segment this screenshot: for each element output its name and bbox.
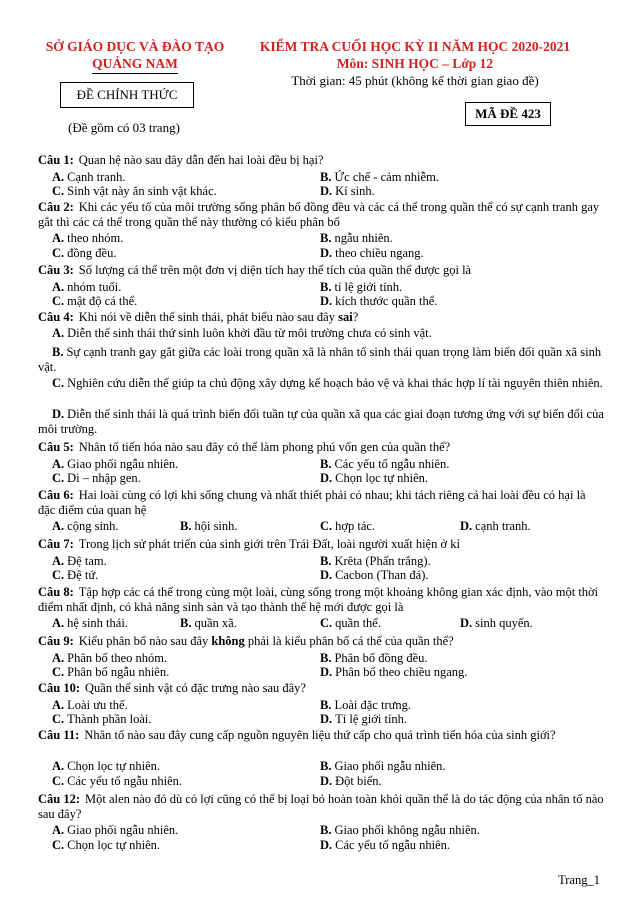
answer-option — [320, 568, 429, 583]
answer-option — [52, 457, 178, 472]
answer-option — [52, 698, 128, 713]
question-number: Câu 2: — [38, 200, 74, 214]
option-letter: C. — [52, 712, 65, 726]
question-emphasis: sai — [338, 310, 353, 324]
answer-option — [52, 471, 141, 486]
question-text: Số lượng cá thể trên một đơn vị diện tích hay thể tích của quần thể được gọi là — [78, 263, 472, 277]
option-letter: A. — [52, 231, 65, 245]
option-letter: C. — [52, 245, 65, 260]
answer-option — [320, 698, 411, 713]
question-number: Câu 11: — [38, 728, 80, 742]
option-letter: D. — [320, 665, 333, 679]
option-letter: D. — [320, 471, 333, 485]
option-text: Tỉ lệ giới tính. — [335, 712, 408, 726]
option-text: Diễn thế sinh thái thứ sinh luôn khởi đầu từ môi trường chưa có sinh vật. — [67, 326, 432, 340]
option-text: quần xã. — [194, 616, 237, 630]
question-stem — [38, 585, 604, 614]
answer-option — [180, 616, 237, 631]
official-exam-box: ĐỀ CHÍNH THỨC — [60, 82, 194, 108]
question-number: Câu 10: — [38, 681, 81, 695]
exam-code-box: MÃ ĐỀ 423 — [465, 102, 551, 126]
question-emphasis: không — [211, 634, 245, 648]
answer-option — [320, 471, 428, 486]
answer-option — [320, 280, 402, 295]
option-text: Krêta (Phấn trắng). — [334, 553, 431, 568]
option-text: nhóm tuổi. — [67, 279, 122, 294]
question-text-end: ? — [352, 310, 359, 324]
option-letter: D. — [320, 245, 333, 260]
option-text: Chọn lọc tự nhiên. — [67, 837, 161, 852]
answer-option — [52, 823, 178, 838]
answer-option — [38, 407, 604, 436]
option-letter: C. — [52, 184, 65, 198]
exam-subject: Môn: SINH HỌC – Lớp 12 — [336, 56, 494, 71]
option-letter: D. — [52, 407, 65, 421]
option-letter: C. — [52, 294, 65, 308]
option-letter: C. — [52, 837, 65, 852]
answer-option — [52, 665, 169, 680]
question-text: Quần thể sinh vật có đặc trưng nào sau đây? — [85, 681, 306, 695]
answer-option — [320, 519, 375, 534]
option-text: Giao phối ngẫu nhiên. — [67, 823, 179, 837]
option-letter: B. — [320, 697, 332, 712]
option-text: cạnh tranh. — [475, 519, 531, 533]
question-stem — [38, 634, 604, 649]
option-letter: C. — [52, 773, 65, 788]
option-text: Di – nhập gen. — [67, 471, 141, 485]
answer-option — [460, 519, 531, 534]
option-letter: B. — [320, 231, 332, 245]
option-text: Đột biến. — [335, 773, 382, 788]
option-letter: B. — [320, 759, 332, 773]
answer-option — [52, 184, 217, 199]
option-text: Diễn thế sinh thái là quá trình biến đổi tuần tự của quần xã qua các giai đoạn tương ứng với sự biến đổi của môi trường. — [38, 407, 604, 436]
answer-option — [320, 554, 431, 569]
question-stem — [38, 488, 604, 517]
question-stem — [38, 537, 604, 552]
option-text: theo chiều ngang. — [335, 245, 424, 260]
option-text: hệ sinh thái. — [67, 616, 128, 630]
question-number: Câu 8: — [38, 585, 74, 599]
question-text: Khi nói về diễn thế sinh thái, phát biểu nào sau đây — [78, 310, 339, 324]
option-letter: B. — [320, 823, 332, 837]
pages-note: (Đề gồm có 03 trang) — [68, 120, 180, 135]
option-text: Ức chế - cảm nhiễm. — [334, 169, 439, 184]
option-letter: B. — [320, 456, 332, 471]
option-letter: D. — [320, 294, 333, 308]
option-letter: D. — [320, 712, 333, 726]
question-text: Nhân tố tiến hóa nào sau đây có thể làm phong phú vốn gen của quần thể? — [78, 440, 451, 454]
option-letter: A. — [52, 650, 65, 665]
option-text: Chọn lọc tự nhiên. — [335, 471, 429, 485]
option-text: Loài đặc trưng. — [334, 697, 412, 712]
option-text: Cạnh tranh. — [67, 169, 126, 184]
answer-option — [52, 280, 121, 295]
answer-option — [52, 759, 160, 774]
question-text: Hai loài cùng có lợi khi sống chung và nhất thiết phải có nhau; khi tách riêng cả hai loài đều có hại là đặc điểm của quan hệ — [38, 488, 586, 517]
question-stem — [38, 681, 604, 696]
question-stem — [38, 792, 604, 821]
answer-option — [320, 759, 446, 774]
option-text: quần thể. — [335, 616, 381, 630]
department-name: SỞ GIÁO DỤC VÀ ĐÀO TẠO — [45, 39, 225, 54]
option-letter: A. — [52, 616, 65, 630]
option-letter: B. — [320, 650, 332, 665]
option-letter: D. — [460, 519, 473, 533]
answer-option — [52, 231, 123, 246]
option-text: Các yếu tố ngẫu nhiên. — [334, 456, 450, 471]
option-text: mật độ cá thể. — [67, 294, 138, 308]
answer-option — [52, 568, 98, 583]
option-letter: D. — [460, 616, 473, 630]
option-text: Thành phần loài. — [67, 712, 152, 726]
option-text: Phân bố ngẫu nhiên. — [67, 665, 170, 679]
option-letter: D. — [320, 568, 333, 582]
exam-header — [245, 38, 585, 89]
option-letter: C. — [52, 376, 65, 390]
answer-option — [320, 294, 437, 309]
answer-option — [52, 712, 152, 727]
option-text: Phân bố đồng đều. — [334, 650, 428, 665]
answer-option — [52, 774, 182, 789]
option-letter: B. — [52, 345, 64, 359]
option-letter: B. — [180, 616, 192, 630]
question-number: Câu 9: — [38, 634, 74, 648]
option-letter: A. — [52, 519, 65, 533]
answer-option — [52, 616, 128, 631]
option-letter: A. — [52, 279, 65, 294]
question-text: Trong lịch sử phát triển của sinh giới trên Trái Đất, loài người xuất hiện ở kỉ — [78, 537, 460, 551]
province-name: QUẢNG NAM — [92, 55, 178, 74]
answer-option — [52, 838, 160, 853]
question-text: Kiểu phân bố nào sau đây — [78, 634, 212, 648]
option-letter: D. — [320, 184, 333, 198]
answer-option — [320, 774, 382, 789]
option-text: sinh quyển. — [475, 616, 533, 630]
question-text: Một alen nào đó dù có lợi cũng có thể bị loại bỏ hoàn toàn khỏi quần thể là do tác động của nhân tố nào sau đây? — [38, 792, 604, 821]
question-text: Nhân tố nào sau đây cung cấp nguồn nguyên liệu thứ cấp cho quá trình tiến hóa của sinh giới? — [84, 728, 556, 742]
option-text: hội sinh. — [194, 519, 238, 533]
option-text: theo nhóm. — [67, 231, 124, 245]
option-letter: A. — [52, 759, 65, 773]
answer-option — [320, 665, 467, 680]
option-letter: C. — [320, 519, 333, 533]
option-text: Phân bố theo nhóm. — [67, 650, 168, 665]
option-text: Sự cạnh tranh gay gắt giữa các loài trong quần xã là nhân tố sinh thái quan trọng làm biến đổi quần xã sinh vật. — [38, 345, 602, 374]
question-text: Khi các yếu tố của môi trường sống phân bố đồng đều và các cá thể trong quần thể có sự cạnh tranh gay gắt thì các cá thể trong quần thể này thường có kiểu phân bố — [38, 200, 600, 229]
option-text: Phân bố theo chiều ngang. — [335, 665, 468, 679]
answer-option — [52, 170, 125, 185]
option-letter: A. — [52, 697, 65, 712]
option-letter: B. — [320, 169, 332, 184]
answer-option — [52, 554, 107, 569]
option-letter: D. — [320, 837, 333, 852]
answer-option — [320, 838, 450, 853]
answer-option — [38, 376, 604, 391]
page-number: Trang_1 — [558, 873, 600, 887]
answer-option — [52, 246, 116, 261]
question-number: Câu 6: — [38, 488, 74, 502]
option-letter: C. — [320, 616, 333, 630]
option-letter: B. — [320, 279, 332, 294]
option-text: Đệ tam. — [67, 553, 107, 568]
question-number: Câu 5: — [38, 440, 74, 454]
option-letter: A. — [52, 326, 65, 340]
option-text: đồng đều. — [67, 245, 117, 260]
option-letter: A. — [52, 456, 65, 471]
option-text: Sinh vật này ăn sinh vật khác. — [67, 184, 217, 198]
question-stem — [38, 310, 604, 325]
option-text: Đệ tứ. — [67, 568, 99, 582]
option-letter: B. — [180, 519, 192, 533]
option-text: Chọn lọc tự nhiên. — [67, 759, 161, 773]
question-stem — [38, 200, 604, 229]
option-text: tỉ lệ giới tính. — [334, 279, 403, 294]
question-text-end: phải là kiểu phân bố cá thể của quần thể? — [244, 634, 454, 648]
option-text: Loài ưu thế. — [67, 697, 128, 712]
answer-option — [52, 651, 167, 666]
option-letter: A. — [52, 553, 65, 568]
option-letter: D. — [320, 773, 333, 788]
question-number: Câu 12: — [38, 792, 81, 806]
option-letter: C. — [52, 568, 65, 582]
option-letter: C. — [52, 471, 65, 485]
answer-option — [320, 246, 424, 261]
answer-option — [320, 231, 393, 246]
question-number: Câu 3: — [38, 263, 74, 277]
option-text: Các yếu tố ngẫu nhiên. — [67, 773, 183, 788]
question-stem — [38, 728, 604, 743]
answer-option — [320, 184, 375, 199]
answer-option — [320, 457, 449, 472]
option-letter: B. — [320, 553, 332, 568]
option-text: Nghiên cứu diễn thế giúp ta chủ động xây dựng kế hoạch bảo vệ và khai thác hợp lí tài nguyên thiên nhiên. — [67, 376, 603, 390]
answer-option — [320, 170, 439, 185]
answer-option — [460, 616, 533, 631]
answer-option — [320, 712, 407, 727]
question-stem — [38, 153, 604, 168]
option-text: Cacbon (Than đá). — [335, 568, 429, 582]
question-number: Câu 7: — [38, 537, 74, 551]
answer-option — [38, 326, 604, 341]
option-text: Các yếu tố ngẫu nhiên. — [335, 837, 451, 852]
answer-option — [180, 519, 238, 534]
answer-option — [52, 519, 119, 534]
answer-option — [38, 345, 604, 374]
question-number: Câu 4: — [38, 310, 74, 324]
exam-time: Thời gian: 45 phút (không kể thời gian giao đề) — [291, 73, 539, 88]
answer-option — [320, 651, 428, 666]
answer-option — [320, 616, 381, 631]
option-text: Giao phối ngẫu nhiên. — [67, 456, 179, 471]
question-stem — [38, 263, 604, 278]
option-text: Giao phối ngẫu nhiên. — [334, 759, 446, 773]
option-letter: A. — [52, 823, 65, 837]
option-text: kích thước quần thể. — [335, 294, 438, 308]
department-header — [30, 38, 240, 74]
question-text: Quan hệ nào sau đây dẫn đến hai loài đều bị hại? — [78, 153, 324, 167]
question-number: Câu 1: — [38, 153, 74, 167]
question-text: Tập hợp các cá thể trong cùng một loài, cùng sống trong một khoảng không gian xác định, vào một thời điểm nhất định, có khả năng sinh sản và tạo thành thế hệ mới được gọi là — [38, 585, 599, 614]
option-text: hợp tác. — [335, 519, 376, 533]
option-text: Giao phối không ngẫu nhiên. — [334, 823, 480, 837]
option-letter: C. — [52, 665, 65, 679]
exam-title: KIỂM TRA CUỐI HỌC KỲ II NĂM HỌC 2020-2021 — [259, 39, 571, 54]
option-text: Kí sinh. — [335, 184, 375, 198]
answer-option — [320, 823, 480, 838]
question-stem — [38, 440, 604, 455]
option-letter: A. — [52, 169, 65, 184]
answer-option — [52, 294, 137, 309]
option-text: ngẫu nhiên. — [334, 231, 393, 245]
option-text: cộng sinh. — [67, 519, 119, 533]
